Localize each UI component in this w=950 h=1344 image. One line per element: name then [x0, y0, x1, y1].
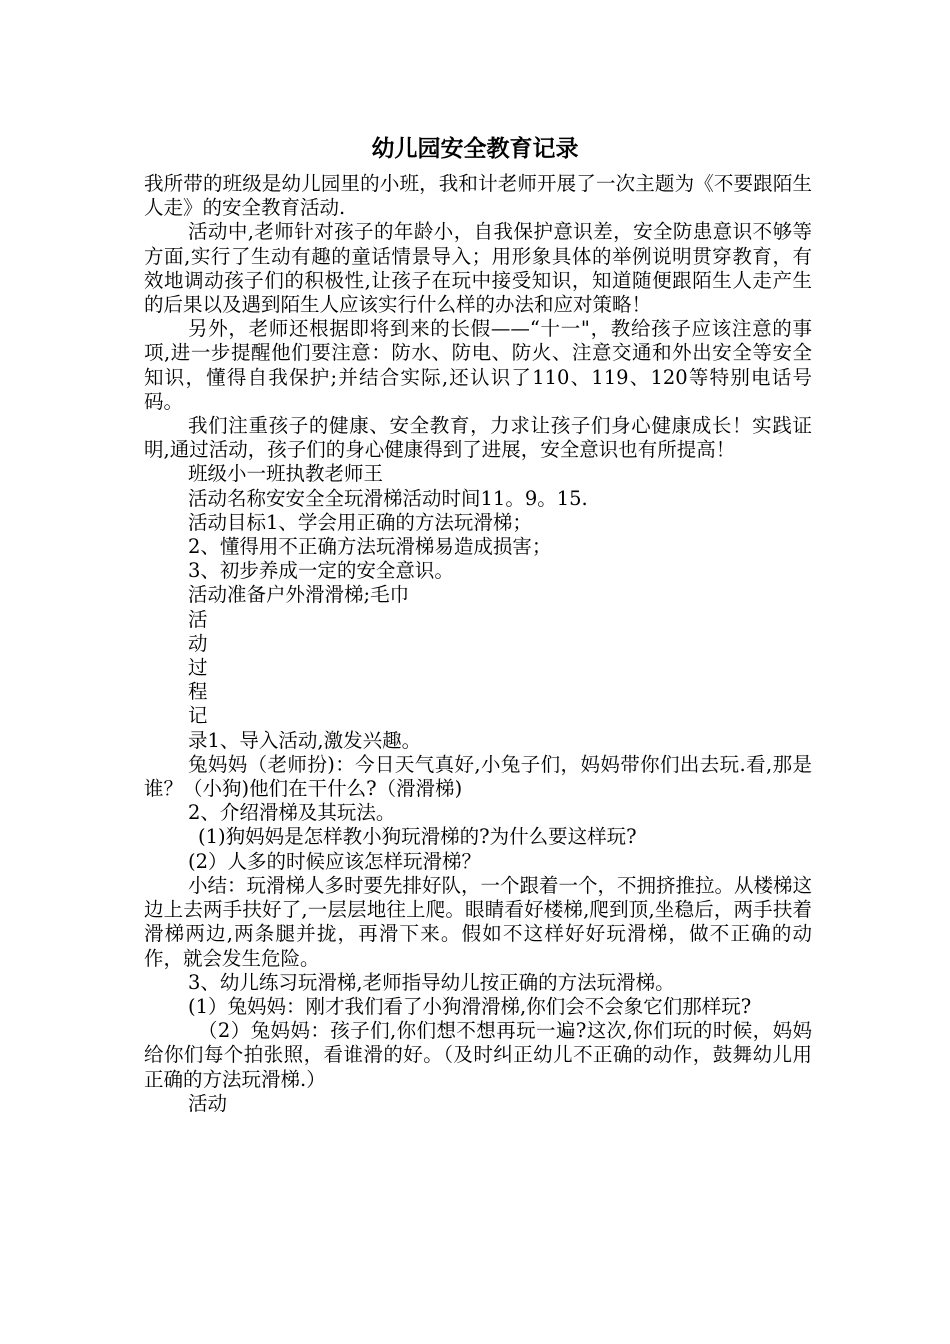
paragraph-activity: 活动中,老师针对孩子的年龄小，自我保护意识差，安全防患意识不够等方面,实行了生动有趣的童话情景导入；用形象具体的举例说明贯穿教育，有效地调动孩子们的积极性,让孩子在玩中接受知识，知道随便跟陌生人走产生的后果以及遇到陌生人应该实行什么样的办法和应对策略！ [144, 220, 812, 317]
activity-preparation: 活动准备户外滑滑梯;毛巾 [188, 583, 410, 607]
document-body [144, 172, 812, 1116]
rabbit-mother-dialogue: 兔妈妈（老师扮)：今日天气真好,小兔子们，妈妈带你们出去玩.看,那是谁？（小狗)他们在干什么?（滑滑梯) [144, 752, 812, 801]
paragraph-conclusion: 我们注重孩子的健康、安全教育，力求让孩子们身心健康成长！实践证明,通过活动，孩子们的身心健康得到了进展，安全意识也有所提高！ [144, 414, 812, 462]
process-step-3: 3、幼儿练习玩滑梯,老师指导幼儿按正确的方法玩滑梯。 [188, 970, 675, 994]
process-step-1: 录1、导入活动,激发兴趣。 [188, 728, 422, 752]
vertical-char: 过 [188, 656, 208, 680]
class-teacher-line: 班级小一班执教老师王 [188, 462, 384, 486]
activity-name-line: 活动名称安安全全玩滑梯活动时间11。9。15. [188, 486, 588, 510]
practice-1: (1）兔妈妈：刚才我们看了小狗滑滑梯,你们会不会象它们那样玩? [188, 994, 752, 1018]
question-1: (1)狗妈妈是怎样教小狗玩滑梯的?为什么要这样玩? [198, 825, 637, 849]
process-step-2: 2、介绍滑梯及其玩法。 [188, 801, 396, 825]
vertical-char: 记 [188, 704, 208, 728]
practice-2: （2）兔妈妈：孩子们,你们想不想再玩一遍?这次,你们玩的时候，妈妈给你们每个拍张照，看谁滑的好。（及时纠正幼儿不正确的动作，鼓舞幼儿用正确的方法玩滑梯.） [144, 1019, 812, 1091]
paragraph-holiday: 另外，老师还根据即将到来的长假——“十一"，教给孩子应该注意的事项,进一步提醒他们要注意：防水、防电、防火、注意交通和外出安全等安全知识，懂得自我保护;并结合实际,还认识了110、119、120等特别电话号码。 [144, 317, 812, 413]
activity-goal-2: 2、懂得用不正确方法玩滑梯易造成损害； [188, 535, 552, 559]
vertical-char: 动 [188, 631, 208, 655]
vertical-char: 活 [188, 607, 208, 631]
vertical-char: 程 [188, 680, 208, 704]
trailing-heading: 活动 [188, 1091, 228, 1115]
document-title: 幼儿园安全教育记录 [371, 135, 579, 162]
question-2: (2）人多的时候应该怎样玩滑梯？ [188, 849, 482, 873]
activity-goal-3: 3、初步养成一定的安全意识。 [188, 559, 454, 583]
paragraph-intro: 我所带的班级是幼儿园里的小班，我和计老师开展了一次主题为《不要跟陌生人走》的安全教育活动. [144, 172, 812, 220]
activity-goal-1: 活动目标1、学会用正确的方法玩滑梯； [188, 510, 532, 534]
summary-paragraph: 小结：玩滑梯人多时要先排好队，一个跟着一个，不拥挤推拉。从楼梯这边上去两手扶好了,一层层地往上爬。眼睛看好楼梯,爬到顶,坐稳后，两手扶着滑梯两边,两条腿并拢，再滑下来。假如不这样好好玩滑梯，做不正确的动作，就会发生危险。 [144, 873, 813, 970]
